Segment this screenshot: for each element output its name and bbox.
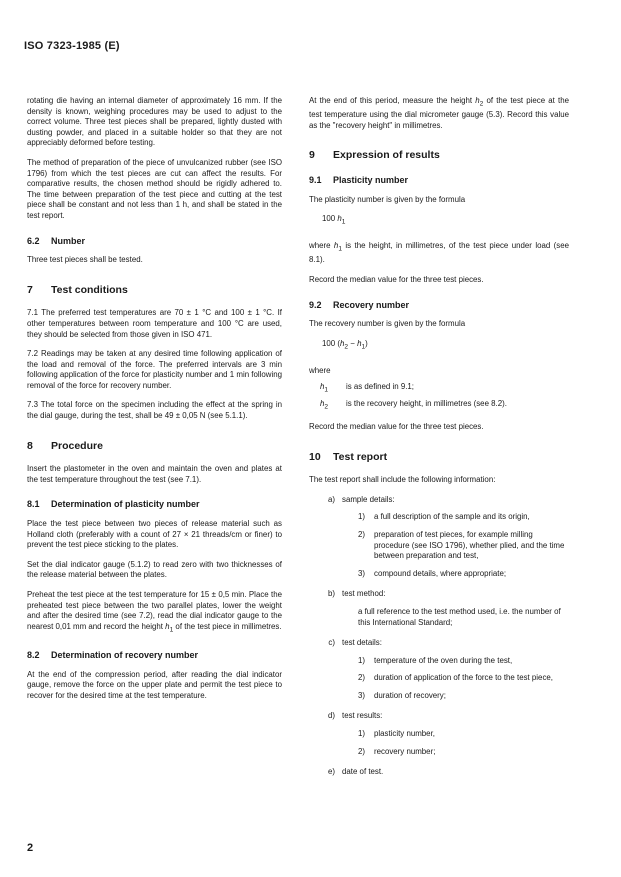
text-run: where: [309, 241, 334, 251]
sub-item: [358, 530, 569, 562]
symbol-h: h: [320, 398, 325, 408]
symbol-subscript: 1: [361, 343, 366, 351]
section-7-1-text: [27, 308, 282, 340]
sub-text: recovery number;: [374, 746, 436, 756]
section-9-heading: [309, 150, 569, 161]
section-8-text: Insert the plastometer in the oven and maintain the oven and plates at the test temperature throughout the test (see 7.1).: [27, 464, 282, 484]
sub-item: [358, 729, 569, 740]
definition-h2: [320, 399, 569, 413]
section-10-heading: [309, 452, 569, 463]
clause-number: 7.3: [27, 400, 38, 410]
list-item-title: test details:: [342, 638, 382, 648]
text-run: Preheat the test piece at the test temperature for 15 ± 0,5 min. Place the preheated test piece between the two parallel plates, lower the weight and after the desired time (see 7.2), read the dial indicator gauge to the nearest 0,01 mm and record the height: [27, 590, 282, 631]
section-8-2-heading: [27, 650, 282, 661]
section-title: Recovery number: [333, 299, 410, 310]
text-run: ): [365, 338, 368, 348]
section-number: 9.1: [309, 174, 322, 185]
left-column: [27, 96, 282, 710]
page-number: 2: [27, 842, 34, 854]
list-item-e: [309, 767, 569, 778]
section-6-2-heading: [27, 236, 282, 247]
list-item-title: test results:: [342, 711, 383, 721]
clause-text: The total force on the specimen including the effect at the spring in the dial gauge, during the test, shall be 49 ± 0,05 N (see 5.1.1).: [27, 400, 282, 421]
sub-label: 1): [358, 512, 366, 522]
list-item-b: [309, 589, 569, 632]
section-title: Determination of plasticity number: [51, 499, 200, 510]
sub-text: temperature of the oven during the test,: [374, 655, 513, 665]
text-run: At the end of this period, measure the height: [309, 96, 476, 105]
intro-paragraph-1: rotating die having an internal diameter of approximately 16 mm. If the density is known, weighing procedures may be used to adjust to the correct volume. Three test pieces shall be prepared, lightly dusted with dusting powder, and placed in a suitable holder so that they are not appreciably deformed before testing.: [27, 96, 282, 148]
section-8-1-para-1: Place the test piece between two pieces of release material such as Holland cloth (preferably with a count of 27 × 21 threads/cm or finer) to prevent the test piece sticking to the plates.: [27, 519, 282, 550]
list-label: a): [327, 494, 335, 504]
section-title: Determination of recovery number: [51, 649, 199, 660]
section-number: 9.2: [309, 299, 322, 310]
clause-text: The preferred test temperatures are 70 ± 1 °C and 100 ± 1 °C. If other temperatures between room temperature and 100 °C are used, they should be selected from those given in ISO 471.: [27, 308, 282, 339]
sub-item: [358, 512, 569, 523]
section-8-1-heading: [27, 499, 282, 510]
sub-text: plasticity number,: [374, 729, 435, 739]
list-item-text: a full reference to the test method used, i.e. the number of this International Standard;: [358, 606, 561, 627]
section-9-2-para: The recovery number is given by the formula: [309, 319, 466, 329]
list-item-c: [309, 638, 569, 705]
sub-text: preparation of test pieces, for example milling procedure (see ISO 1796), whether plied, and the time between preparation and test,: [374, 529, 565, 561]
continuation-paragraph: [309, 96, 569, 131]
section-title: Number: [51, 235, 86, 246]
symbol-h: h: [165, 621, 170, 631]
sub-item: [358, 747, 569, 758]
formula-coefficient: 100: [322, 214, 338, 224]
sub-item: [358, 691, 569, 702]
text-run: of the test piece at the test temperature using the dial micrometer gauge (5.3). Record this value as the "recovery height" in millimetres.: [309, 96, 569, 130]
sub-item: [358, 569, 569, 580]
section-title: Procedure: [51, 439, 103, 452]
symbol-subscript: 1: [324, 386, 329, 394]
definition-h1: [320, 382, 569, 396]
sub-label: 2): [358, 746, 366, 756]
symbol-subscript: 2: [344, 343, 349, 351]
list-item-title: test method:: [342, 589, 386, 599]
list-label: c): [328, 638, 335, 648]
test-report-list: [309, 495, 569, 778]
section-number: 8: [27, 439, 33, 452]
sub-text: a full description of the sample and its origin,: [374, 512, 530, 522]
plasticity-formula: [322, 214, 569, 228]
section-8-heading: [27, 441, 282, 452]
section-title: Test report: [333, 450, 388, 463]
section-9-2-where: where: [309, 366, 331, 376]
section-9-1-where: [309, 241, 569, 266]
section-title: Plasticity number: [333, 174, 409, 185]
sub-label: 2): [358, 529, 366, 539]
symbol-subscript: 1: [338, 245, 342, 253]
sub-item: [358, 673, 569, 684]
symbol-subscript: 1: [341, 218, 346, 226]
sub-label: 2): [358, 673, 366, 683]
symbol-subscript: 2: [324, 403, 329, 411]
section-number: 7: [27, 283, 33, 296]
clause-number: 7.1: [27, 308, 38, 318]
sub-text: compound details, where appropriate;: [374, 568, 507, 578]
definition-text: is the recovery height, in millimetres (see 8.2).: [346, 398, 507, 408]
sub-item: [358, 656, 569, 667]
clause-text: Readings may be taken at any desired time following application of the load and removal of the force. The preferred intervals are 3 min following application of the force for plasticity number and 1 min following removal of the force for recovery number.: [27, 349, 282, 390]
sub-label: 3): [358, 568, 366, 578]
section-9-1-para: The plasticity number is given by the formula: [309, 194, 466, 204]
symbol-subscript: 1: [169, 626, 174, 634]
section-10-intro: The test report shall include the following information:: [309, 475, 496, 485]
section-9-2-heading: [309, 300, 569, 311]
section-7-3-text: [27, 400, 282, 421]
document-header: ISO 7323-1985 (E): [24, 40, 120, 52]
section-number: 9: [309, 149, 315, 162]
symbol-h: h: [333, 241, 339, 251]
list-label: e): [327, 767, 335, 777]
section-title: Test conditions: [51, 283, 128, 296]
section-9-2-median: Record the median value for the three test pieces.: [309, 421, 484, 431]
symbol-h: h: [357, 338, 362, 348]
section-9-1-heading: [309, 175, 569, 186]
section-8-1-para-3: [27, 590, 282, 636]
section-title: Expression of results: [333, 149, 440, 162]
list-label: d): [327, 711, 335, 721]
section-7-heading: [27, 285, 282, 296]
sub-label: 1): [358, 655, 366, 665]
definition-symbol: [320, 382, 346, 396]
definition-text: is as defined in 9.1;: [346, 381, 414, 391]
section-number: 8.1: [27, 499, 40, 510]
text-run: of the test piece in millimetres.: [173, 621, 282, 631]
section-9-1-median: Record the median value for the three test pieces.: [309, 275, 484, 285]
sub-text: duration of application of the force to the test piece,: [374, 673, 553, 683]
text-run: is the height, in millimetres, of the test piece under load (see 8.1).: [309, 241, 570, 265]
section-number: 10: [309, 450, 321, 463]
sub-label: 3): [358, 690, 366, 700]
list-item-title: date of test.: [342, 767, 384, 777]
symbol-h: h: [475, 96, 480, 105]
sub-label: 1): [358, 729, 366, 739]
section-number: 8.2: [27, 649, 40, 660]
list-item-a: [309, 495, 569, 584]
symbol-h: h: [340, 338, 345, 348]
right-column: [309, 96, 569, 784]
symbol-subscript: 2: [479, 100, 484, 108]
section-6-2-text: Three test pieces shall be tested.: [27, 255, 143, 265]
sub-text: duration of recovery;: [374, 690, 446, 700]
recovery-formula: [322, 339, 569, 353]
clause-number: 7.2: [27, 349, 38, 359]
list-item-title: sample details:: [342, 494, 395, 504]
symbol-h: h: [320, 381, 325, 391]
intro-paragraph-2: The method of preparation of the piece of unvulcanized rubber (see ISO 1796) from which the test pieces are cut can affect the results. For comparative results, the chosen method should be rigidly adhered to. The time between preparation of the test piece and cutting at the test piece shall be constant and not less than 1 h, and shall be stated in the test report.: [27, 157, 282, 220]
text-run: 100 (: [322, 338, 340, 348]
section-8-1-para-2: Set the dial indicator gauge (5.1.2) to read zero with two thicknesses of the release material between the plates.: [27, 559, 282, 580]
section-number: 6.2: [27, 235, 40, 246]
symbol-h: h: [337, 214, 342, 224]
section-8-2-text: At the end of the compression period, after reading the dial indicator gauge, remove the force on the upper plate and permit the test piece to recover for the desired time at the test temperature.: [27, 669, 282, 700]
list-label: b): [327, 589, 335, 599]
section-7-2-text: [27, 349, 282, 391]
definition-symbol: [320, 399, 346, 413]
text-run: −: [348, 338, 358, 348]
list-item-d: [309, 711, 569, 761]
